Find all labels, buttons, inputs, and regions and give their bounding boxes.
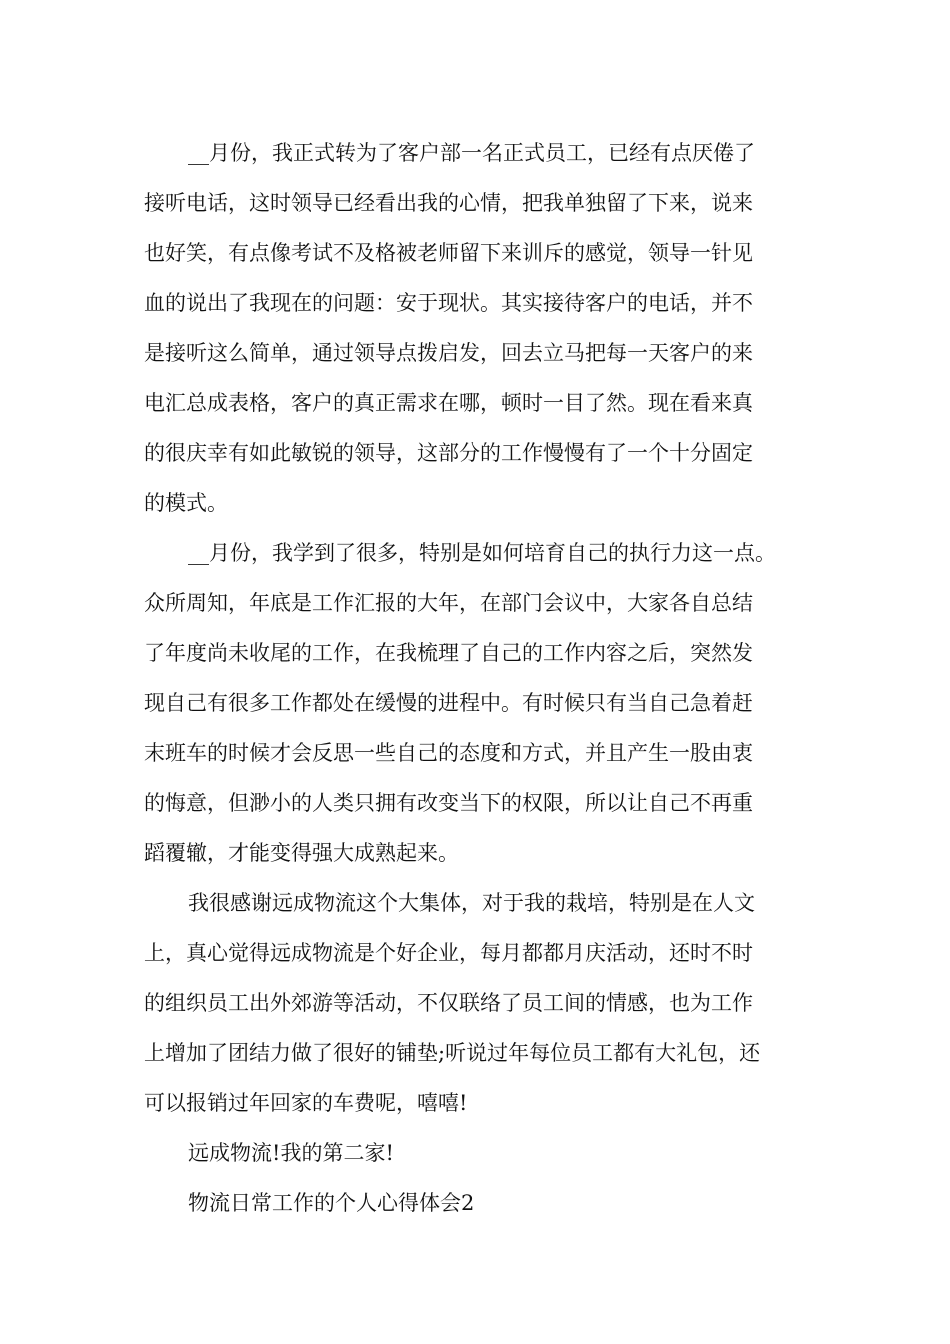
text-line: 现自己有很多工作都处在缓慢的进程中。有时候只有当自己急着赶: [144, 691, 753, 715]
text-line: 的模式。: [144, 491, 228, 515]
paragraph-1: [144, 128, 824, 528]
text-line: 的很庆幸有如此敏锐的领导，这部分的工作慢慢有了一个十分固定: [144, 441, 753, 465]
text-line: 血的说出了我现在的问题：安于现状。其实接待客户的电话，并不: [144, 291, 753, 315]
paragraph-3: [144, 878, 824, 1128]
text-line: 蹈覆辙，才能变得强大成熟起来。: [144, 841, 459, 865]
text-line: 可以报销过年回家的车费呢，嘻嘻!: [144, 1091, 468, 1115]
text-line: 了年度尚未收尾的工作，在我梳理了自己的工作内容之后，突然发: [144, 641, 753, 665]
text-line: 上，真心觉得远成物流是个好企业，每月都都月庆活动，还时不时: [144, 941, 753, 965]
text-line: 末班车的时候才会反思一些自己的态度和方式，并且产生一股由衷: [144, 741, 753, 765]
section-heading: [144, 1178, 824, 1228]
text-line: 我很感谢远成物流这个大集体，对于我的栽培，特别是在人文: [188, 891, 755, 915]
text-line: 接听电话，这时领导已经看出我的心情，把我单独留了下来，说来: [144, 191, 753, 215]
text-line: 远成物流!我的第二家!: [188, 1141, 394, 1165]
document-body: [144, 128, 824, 1228]
text-line: 是接听这么简单，通过领导点拨启发，回去立马把每一天客户的来: [144, 341, 753, 365]
text-line: 物流日常工作的个人心得体会2: [188, 1191, 475, 1215]
text-line: 的悔意，但渺小的人类只拥有改变当下的权限，所以让自己不再重: [144, 791, 753, 815]
text-line: __月份，我正式转为了客户部一名正式员工，已经有点厌倦了: [188, 141, 755, 165]
paragraph-2: [144, 528, 824, 878]
text-line: 的组织员工出外郊游等活动，不仅联络了员工间的情感，也为工作: [144, 991, 753, 1015]
text-line: __月份，我学到了很多，特别是如何培育自己的执行力这一点。: [188, 541, 776, 565]
paragraph-4: [144, 1128, 824, 1178]
text-line: 也好笑，有点像考试不及格被老师留下来训斥的感觉，领导一针见: [144, 241, 753, 265]
text-line: 电汇总成表格，客户的真正需求在哪，顿时一目了然。现在看来真: [144, 391, 753, 415]
text-line: 众所周知，年底是工作汇报的大年，在部门会议中，大家各自总结: [144, 591, 753, 615]
text-line: 上增加了团结力做了很好的铺垫;听说过年每位员工都有大礼包，还: [144, 1041, 761, 1065]
